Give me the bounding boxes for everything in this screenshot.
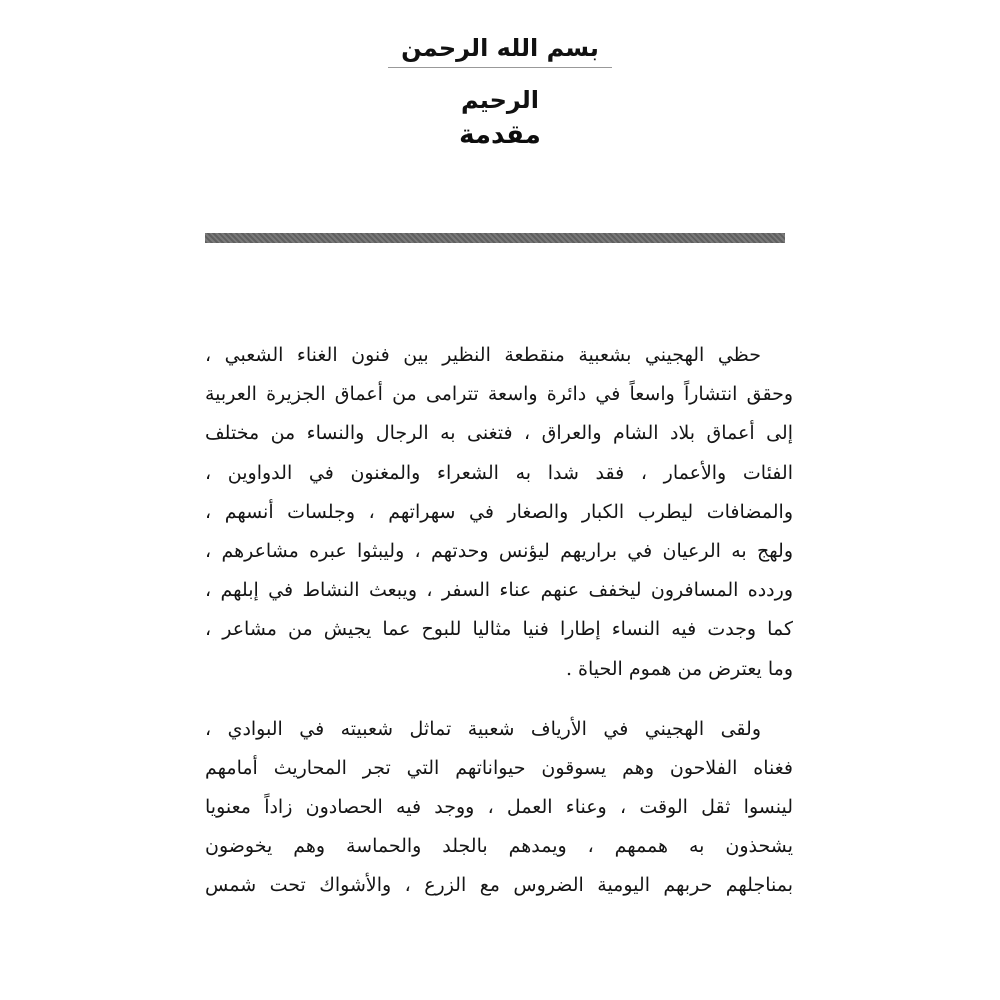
text-line: ولقى الهجيني في الأرياف شعبية تماثل شعبيته في البوادي ، <box>205 717 761 740</box>
text-line: والمضافات ليطرب الكبار والصغار في سهراتهم ، وجلسات أنسهم ، <box>205 500 793 523</box>
paragraph-1 <box>205 336 793 689</box>
page-title: مقدمة <box>459 120 541 150</box>
paragraph-2 <box>205 710 793 906</box>
basmala-ornament <box>388 67 612 68</box>
text-line: لينسوا ثقل الوقت ، وعناء العمل ، ووجد فيه الحصادون زاداً معنويا <box>205 796 793 819</box>
basmala-calligraphy <box>380 22 620 114</box>
section-divider <box>205 233 785 243</box>
text-line: بمناجلهم حربهم اليومية الضروس مع الزرع ، والأشواك تحت شمس <box>205 874 793 897</box>
paragraph-gap <box>205 689 793 710</box>
text-line: يشحذون به هممهم ، ويمدهم بالجلد والحماسة وهم يخوضون <box>205 835 793 858</box>
text-line: وما يعترض من هموم الحياة . <box>565 657 793 680</box>
text-line: وحقق انتشاراً واسعاً في دائرة واسعة تترامى من أعماق الجزيرة العربية <box>205 383 793 406</box>
body-text <box>205 336 793 906</box>
text-line: ولهج به الرعيان في براريهم ليؤنس وحدتهم ، وليبثوا عبره مشاعرهم ، <box>205 539 793 562</box>
basmala-text: بسم الله الرحمن الرحيم <box>401 34 599 114</box>
text-line: إلى أعماق بلاد الشام والعراق ، فتغنى به الرجال والنساء من مختلف <box>205 422 793 445</box>
text-line: الفئات والأعمار ، فقد شدا به الشعراء والمغنون في الدواوين ، <box>205 461 793 484</box>
text-line: حظي الهجيني بشعبية منقطعة النظير بين فنون الغناء الشعبي ، <box>205 344 761 366</box>
text-line: فغناه الفلاحون وهم يسوقون حيواناتهم التي تجر المحاريث أمامهم <box>205 756 793 779</box>
text-line: كما وجدت فيه النساء إطارا فنيا مثاليا للبوح عما يجيش من مشاعر ، <box>205 618 793 641</box>
text-line: وردده المسافرون ليخفف عنهم عناء السفر ، ويبعث النشاط في إبلهم ، <box>205 579 793 602</box>
